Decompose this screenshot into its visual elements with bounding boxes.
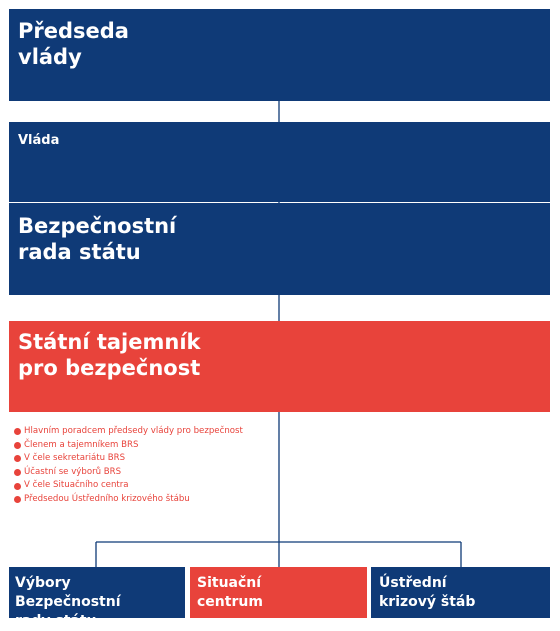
duty-item [14,425,243,439]
node-vybory-line1: Výbory Bezpečnostní [15,575,121,610]
node-ustredni-krizovy-stab [371,567,550,618]
node-tajemnik-line1: Státní tajemník [18,330,201,354]
duty-text: Účastní se výborů BRS [24,466,122,477]
duty-item [14,493,243,507]
bullet-dot-icon [14,483,21,490]
node-vlada-label: Vláda [18,133,60,148]
node-ustredni-line2: krizový štáb [379,594,476,610]
duty-text: Předsedou Ústředního krizového štábu [24,493,190,504]
duty-item [14,466,243,480]
node-situacni-line2: centrum [197,594,263,610]
duty-item [14,439,243,453]
bullet-dot-icon [14,496,21,503]
bullet-dot-icon [14,455,21,462]
node-predseda-line1: Předseda [18,19,129,43]
bullet-dot-icon [14,442,21,449]
bullet-dot-icon [14,469,21,476]
node-situacni-line1: Situační [197,575,262,591]
node-tajemnik-line2: pro bezpečnost [18,356,201,380]
node-predseda-vlady [9,9,550,101]
duty-text: Členem a tajemníkem BRS [24,439,139,450]
node-brs-line1: Bezpečnostní [18,214,177,238]
node-vybory-brs [9,567,185,629]
tajemnik-duties-list [14,425,243,507]
node-vybory-line2: rady státu [15,613,97,629]
duty-item [14,452,243,466]
node-situacni-centrum [190,567,367,618]
node-ustredni-line1: Ústřední [379,575,447,591]
duty-text: Hlavním poradcem předsedy vlády pro bezpečnost [24,426,243,436]
duty-text: V čele Situačního centra [24,480,129,491]
duty-item [14,479,243,493]
duty-text: V čele sekretariátu BRS [24,453,126,464]
node-predseda-line2: vlády [18,45,82,69]
bullet-dot-icon [14,428,21,435]
node-vlada [9,122,550,202]
node-brs-line2: rada státu [18,240,141,264]
node-statni-tajemnik [9,321,550,412]
node-bezpecnostni-rada-statu [9,203,550,295]
